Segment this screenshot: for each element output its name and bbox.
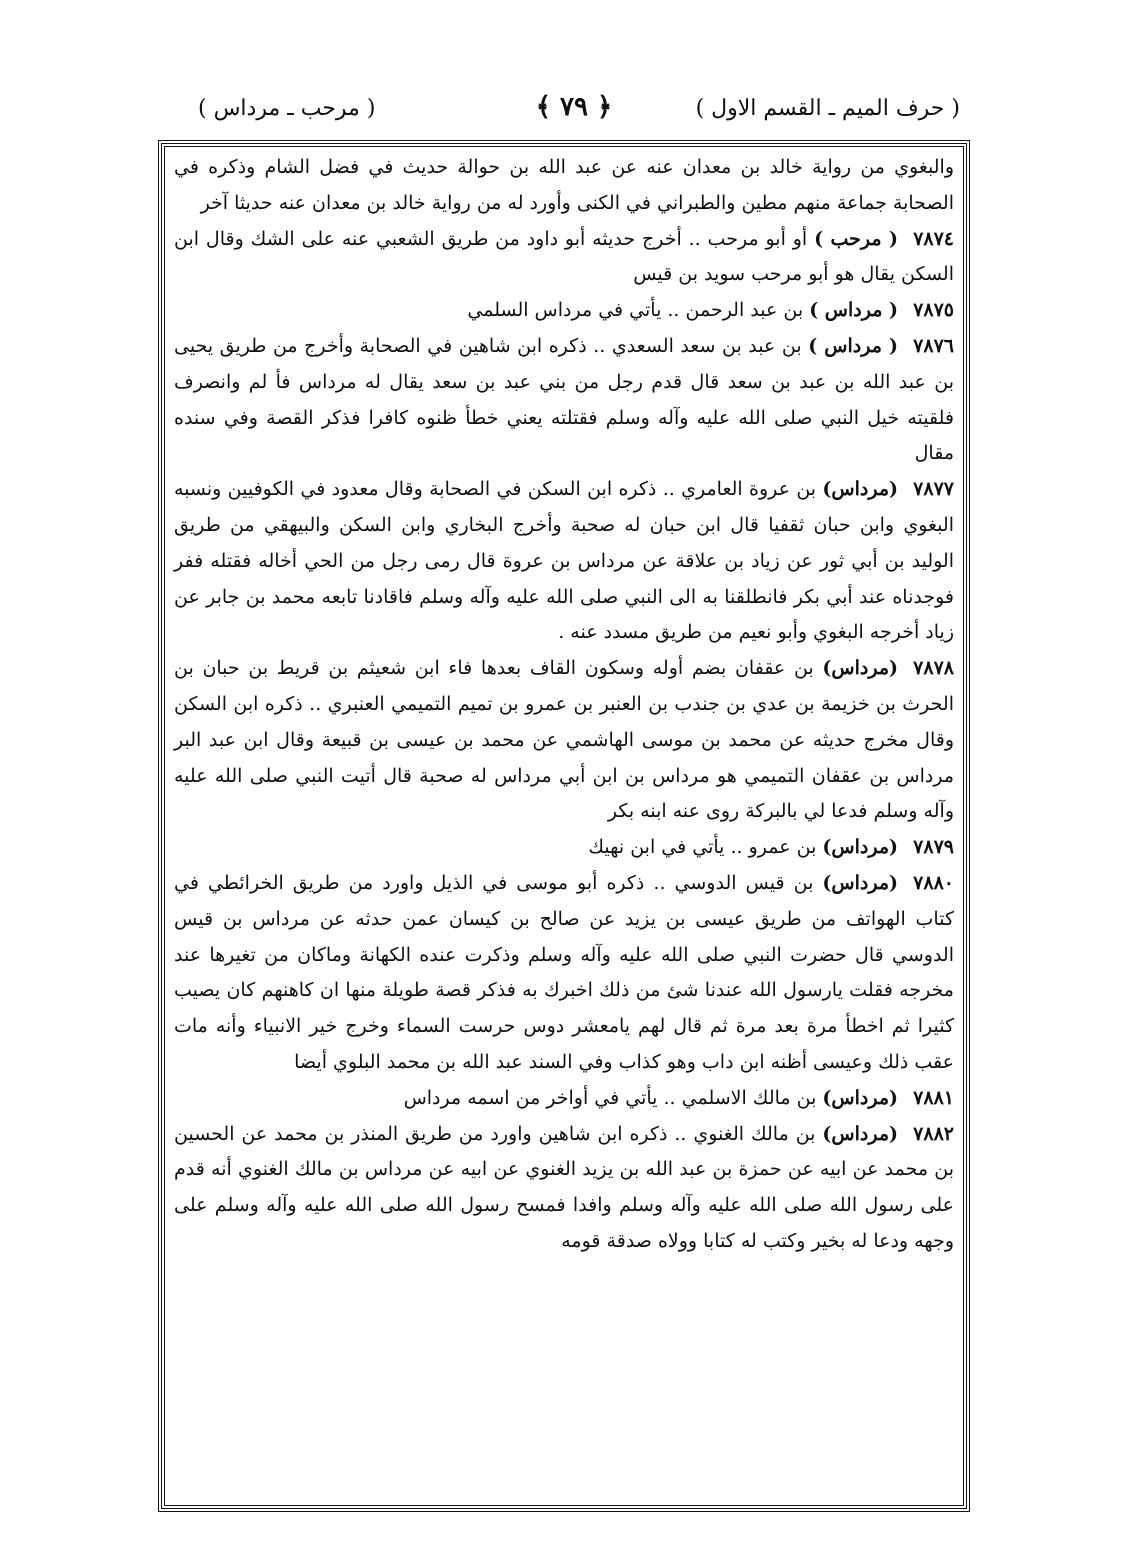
entry-text: بن مالك الغنوي .. ذكره ابن شاهين واورد من طريق المنذر بن محمد عن الحسين بن محمد عن ابيه عن حمزة بن عبد الله بن يزيد الغنوي عن ابيه عن مرداس بن مالك الغنوي أنه قدم على رسول الله صلى الله عليه وآله وسلم وافدا فمسح رسول الله صلى الله عليه وآله وسلم على وجهه ودعا له بخير وكتب له كتابا وولاه صدقة قومه [174,1122,954,1252]
entry-name: (مرداس) [822,478,898,501]
entry-7878 [174,651,954,830]
intro-line: جماعة منهم مطين والطبراني في الكنى وأورد له من رواية خالد بن معدان عنه حديثا آخر [200,191,887,214]
entry-7875 [174,293,954,329]
entry-number: ٧٨٧٤ [913,227,955,250]
intro-line: والبغوي من رواية خالد بن معدان عنه عن عبد الله بن حوالة حديث في فضل الشام وذكره في الصحابة [174,156,954,214]
entry-text: أو أبو مرحب .. أخرج حديثه أبو داود من طريق الشعبي عنه على الشك وقال ابن السكن يقال هو أبو مرحب سويد بن قيس [174,227,954,286]
entry-7880 [174,866,954,1081]
entry-name: (مرداس) [822,871,898,894]
intro-paragraph [174,150,954,222]
entry-number: ٧٨٨٢ [913,1122,954,1145]
page-header [168,92,980,136]
entry-number: ٧٨٧٨ [913,657,954,680]
entry-number: ٧٨٧٧ [913,478,954,501]
entry-name: ( مرداس ) [809,299,898,322]
entry-7876 [174,329,954,472]
entry-name: (مرداس) [822,1122,898,1145]
entry-number: ٧٨٧٦ [913,334,954,357]
entry-number: ٧٨٨١ [913,1086,954,1109]
entry-text: بن عبد الرحمن .. يأتي في مرداس السلمي [467,299,804,322]
entry-7882 [174,1117,954,1260]
page-body [174,150,954,1260]
entry-name: (مرداس) [822,836,898,859]
entry-text: بن عروة العامري .. ذكره ابن السكن في الصحابة وقال معدود في الكوفيين ونسبه البغوي وابن حبان ثقفيا قال ابن حبان له صحبة وأخرج البخاري وابن السكن والبيهقي من طريق الوليد بن أبي ثور عن زياد بن علاقة عن مرداس بن عروة قال رمى رجل من الحي أخاله فقتله ففر فوجدناه عند أبي بكر فانطلقنا به الى النبي صلى الله عليه وآله وسلم فاقادنا تابعه محمد بن جابر عن زياد أخرجه البغوي وأبو نعيم من طريق مسدد عنه . [174,478,954,644]
entry-text: بن قيس الدوسي .. ذكره أبو موسى في الذيل واورد من طريق الخرائطي في كتاب الهواتف من طريق عيسى بن يزيد عن صالح بن كيسان عمن حدثه عن مرداس بن قيس الدوسي قال حضرت النبي صلى الله عليه وآله وسلم وذكرت عنده الكهانة وماكان من تغيرها عند مخرجه فقلت يارسول الله عندنا شئ من ذلك اخبرك به فذكر قصة طويلة منها ان كاهنهم كان يصيب كثيرا ثم اخطأ مرة بعد مرة ثم قال لهم يامعشر دوس حرست السماء وخرج خير الانبياء وأنه مات عقب ذلك وعيسى أظنه ابن داب وهو كذاب وفي السند عبد الله بن محمد البلوي أيضا [174,871,954,1073]
entry-number: ٧٨٧٥ [913,299,954,322]
entry-7879 [174,830,954,866]
entry-7874 [174,222,954,294]
entry-range: ( مرحب ـ مرداس ) [198,96,376,121]
entry-text: بن عقفان بضم أوله وسكون القاف بعدها فاء ابن شعيثم بن قريط بن حبان بن الحرث بن خزيمة بن عدي بن جندب بن العنبر بن عمرو بن تميم التميمي العنبري .. ذكره ابن السكن وقال مخرج حديثه عن محمد بن موسى الهاشمي عن محمد بن عيسى بن قبيعة وقال ابن عبد البر مرداس بن عقفان التميمي هو مرداس بن ابن أبي مرداس له صحبة قال أتيت النبي صلى الله عليه وآله وسلم فدعا لي بالبركة روى عنه ابنه بكر [174,657,955,823]
entry-7877 [174,472,954,651]
entry-number: ٧٨٨٠ [913,871,954,894]
section-title: ( حرف الميم ـ القسم الاول ) [695,96,960,121]
page-number: ﴿ ٧٩ ﴾ [535,92,613,122]
entry-text: بن مالك الاسلمي .. يأتي في أواخر من اسمه مرداس [403,1086,817,1109]
entry-7881 [174,1081,954,1117]
entry-name: ( مرحب ) [814,227,899,250]
entry-text: بن عمرو .. يأتي في ابن نهيك [588,836,817,859]
entry-name: ( مرداس ) [808,334,898,357]
entry-number: ٧٨٧٩ [913,836,954,859]
entry-name: (مرداس) [822,657,898,680]
entry-name: (مرداس) [822,1086,898,1109]
entry-text: بن عبد بن سعد السعدي .. ذكره ابن شاهين في الصحابة وأخرج من طريق يحيى بن عبد الله بن عبد بن سعد قال قدم رجل من بني عبد بن سعد يقال له مرداس فأ لم وانصرف فلقيته خيل النبي صلى الله عليه وآله وسلم فقتلته يعني خطأ ظنوه كافرا فذكر القصة وفي سنده مقال [174,334,954,465]
